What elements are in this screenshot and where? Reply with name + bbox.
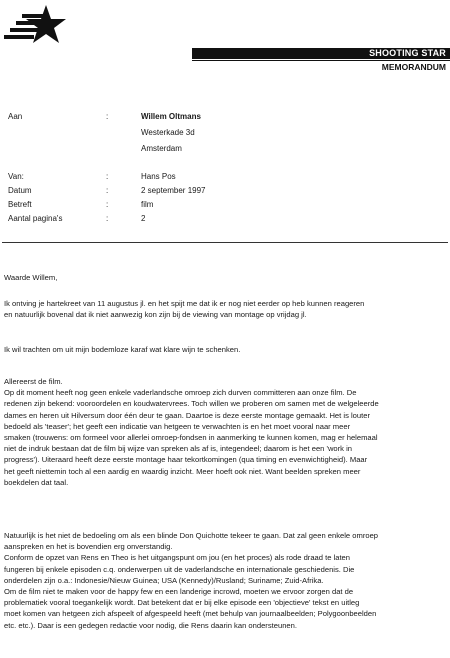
to-label: Aan: [8, 112, 23, 121]
document-type: MEMORANDUM: [381, 62, 446, 72]
subject-colon: :: [106, 200, 109, 209]
pages-colon: :: [106, 214, 109, 223]
paragraph-3-heading: Allereerst de film.: [4, 377, 63, 386]
to-address-line2: Amsterdam: [141, 144, 182, 153]
paragraph-3-text: Op dit moment heeft nog geen enkele vaderlandsche omroep zich durven committeren aan onze film. De redenen zijn bekend: vooroordelen en koudwatervrees. Toch willen we proberen om samen met de welgeleerde dames en heren uit Hilversum door één deur te gaan. Daartoe is deze eerste montage gemaakt. Het is louter bedoeld als 'teaser'; het geeft een indicatie van hetgeen te verwachten is en het moet vooral naar meer smaken (trouwens: om formeel voor allerlei omroep-fondsen in aanmerking te kunnen komen, mag er helemaal niet de indruk bestaan dat de film bij wijze van spreken als af is, integendeel; daarom is het een 'work in progress'). Uiteraard heeft deze eerste montage haar tekortkomingen (qua timing en evenwichtigheid). Maar het geeft niettemin toch al een aardig en waardig inzicht. Meer hoeft ook niet. Want beelden spreken meer boekdelen dat taal.: [4, 388, 379, 487]
paragraph-1: [4, 298, 444, 320]
header-divider: [192, 60, 450, 61]
shooting-star-logo-icon: [2, 4, 72, 48]
date-value: 2 september 1997: [141, 186, 206, 195]
section-divider: [2, 242, 448, 243]
from-label: Van:: [8, 172, 24, 181]
paragraph-4-text: Natuurlijk is het niet de bedoeling om als een blinde Don Quichotte tekeer te gaan. Dat zal geen enkele omroep aanspreken en het is bovendien erg onverstandig. Conform de opzet van Rens en Theo is het uitgangspunt om jou (en het proces) als rode draad te laten fungeren bij enkele episoden c.q. onderwerpen uit de vaderlandsche en internationale geschiedenis. Die onderdelen zijn o.a.: Indonesie/Nieuw Guinea; USA (Kennedy)/Rusland; Suriname; Zuid-Afrika. Om de film niet te maken voor de happy few en een landerige incrowd, moeten we ervoor zorgen dat de problematiek vooral toegankelijk wordt. Dat betekent dat er bij elke episode een 'objectieve' tekst en uitleg moet komen van hetgeen zich afspeelt of afgespeeld heeft (met behulp van journaalbeelden; Polygoonbeelden etc. etc.). Daar is een gedegen redactie voor nodig, die Rens daarin kan ondersteunen.: [4, 531, 379, 630]
salutation-text: Waarde Willem,: [4, 273, 58, 282]
to-name: Willem Oltmans: [141, 112, 201, 121]
pages-value: 2: [141, 214, 146, 223]
from-value: Hans Pos: [141, 172, 176, 181]
to-colon: :: [106, 112, 109, 121]
to-address-line1: Westerkade 3d: [141, 128, 195, 137]
subject-value: film: [141, 200, 154, 209]
paragraph-2: [4, 344, 444, 355]
subject-label: Betreft: [8, 200, 32, 209]
paragraph-2-text: Ik wil trachten om uit mijn bodemloze karaf wat klare wijn te schenken.: [4, 345, 241, 354]
pages-label: Aantal pagina's: [8, 214, 63, 223]
from-colon: :: [106, 172, 109, 181]
date-colon: :: [106, 186, 109, 195]
paragraph-3: [4, 376, 444, 488]
paragraph-4: [4, 530, 444, 631]
paragraph-1-text: Ik ontving je hartekreet van 11 augustus jl. en het spijt me dat ik er nog niet eerder op heb kunnen reageren en natuurlijk bovenal dat ik niet aanwezig kon zijn bij de viewing van montage op vrijdag jl.: [4, 299, 365, 320]
salutation: [4, 272, 444, 283]
date-label: Datum: [8, 186, 32, 195]
brand-name: SHOOTING STAR: [369, 48, 446, 58]
